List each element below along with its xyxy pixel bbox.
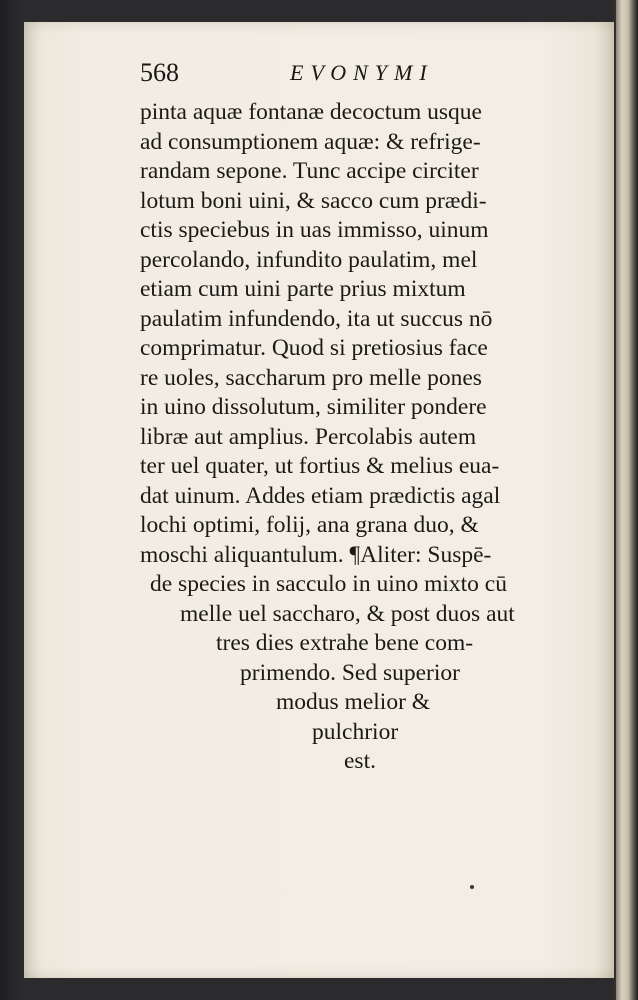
- text-line: ter uel quater, ut fortius & melius eua-: [140, 453, 500, 479]
- book-fore-edge: [616, 0, 638, 1000]
- running-head: EVONYMI: [290, 60, 434, 85]
- text-line: paulatim infundendo, ita ut succus nō: [140, 305, 493, 332]
- text-line: libræ aut amplius. Percolabis autem: [140, 423, 477, 450]
- page-header: [140, 58, 470, 98]
- text-line: modus melior &: [276, 689, 431, 715]
- page-number: 568: [140, 58, 179, 87]
- text-line: etiam cum uini parte prius mixtum: [140, 276, 466, 302]
- text-line: est.: [344, 748, 376, 774]
- text-line: melle uel saccharo, & post duos aut: [180, 600, 515, 627]
- text-line: dat uinum. Addes etiam prædictis agal: [140, 482, 501, 509]
- text-line: in uino dissolutum, similiter pondere: [140, 394, 487, 420]
- text-line: tres dies extrahe bene com-: [216, 630, 474, 656]
- text-line: comprimatur. Quod si pretiosius face: [140, 335, 488, 361]
- text-line: pinta aquæ fontanæ decoctum usque: [140, 99, 482, 125]
- text-line: moschi aliquantulum. ¶Aliter: Suspē-: [140, 541, 492, 568]
- text-line: primendo. Sed superior: [240, 659, 460, 686]
- body-text: [140, 98, 580, 777]
- text-line: percolando, infundito paulatim, mel: [140, 246, 478, 273]
- text-line: lochi optimi, folij, ana grana duo, &: [140, 512, 479, 538]
- text-line: pulchrior: [312, 718, 399, 745]
- text-line: lotum boni uini, & sacco cum prædi-: [140, 187, 487, 214]
- text-line: randam sepone. Tunc accipe circiter: [140, 158, 479, 184]
- text-line: ctis speciebus in uas immisso, uinum: [140, 217, 489, 243]
- ink-speck: [470, 885, 474, 889]
- text-line: re uoles, saccharum pro melle pones: [140, 364, 482, 391]
- text-line: ad consumptionem aquæ: & refrige-: [140, 128, 481, 155]
- text-line: de species in sacculo in uino mixto cū: [150, 571, 507, 597]
